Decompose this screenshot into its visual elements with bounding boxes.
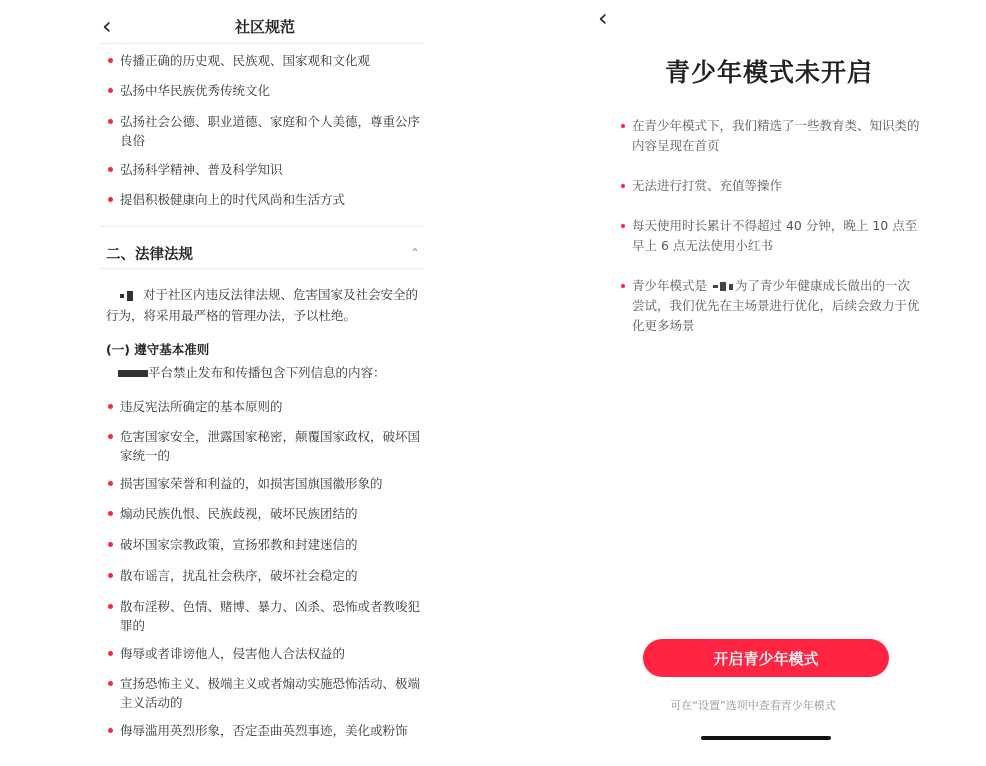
list-item: 侮辱滥用英烈形象，否定歪曲英烈事迹，美化或粉饰 [120,723,408,738]
teen-mode-pane [520,0,986,766]
subheading: (一) 遵守基本准则 [106,342,210,357]
settings-hint: 可在“设置”选项中查看青少年模式 [670,699,836,712]
list-item: 危害国家安全，泄露国家秘密，颠覆国家政权，破坏国家统一的 [120,429,421,463]
bullet-dot [621,124,625,128]
teen-mode-title: 青少年模式未开启 [665,58,874,87]
bullet-dot [108,404,113,409]
redacted-block [713,285,718,288]
bullet-dot [108,197,113,202]
back-chevron-icon[interactable]: ‹ [102,12,112,40]
bullet-dot [621,184,625,188]
platform-text: 平台禁止发布和传播包含下列信息的内容： [106,362,424,383]
bullet-dot [108,604,113,609]
list-item: 侮辱或者诽谤他人，侵害他人合法权益的 [120,646,346,661]
bullet-dot [108,119,113,124]
list-item: 每天使用时长累计不得超过 40 分钟，晚上 10 点至早上 6 点无法使用小红书 [632,218,918,253]
list-item: 煽动民族仇恨、民族歧视，破坏民族团结的 [120,506,358,521]
list-item: 提倡积极健康向上的时代风尚和生活方式 [120,192,346,207]
bullet-dot [108,434,113,439]
redacted-block [729,284,733,290]
page-title: 社区规范 [234,18,295,36]
bullet-dot [108,88,113,93]
bullet-dot [108,651,113,656]
redacted-block [127,291,133,301]
bullet-dot [108,681,113,686]
list-item: 弘扬中华民族优秀传统文化 [120,83,271,98]
home-indicator [701,736,831,740]
back-chevron-icon[interactable]: ‹ [598,4,608,32]
bullet-dot [621,224,625,228]
teen-mode-info-item: 青少年模式是 为了青少年健康成长做出的一次尝试，我们优先在主场景进行优化，后续会致力于优化更多场景 [632,278,920,333]
list-item: 弘扬科学精神、普及科学知识 [120,162,283,177]
header-divider [100,43,425,44]
redacted-block [720,282,726,291]
list-item: 散布谣言，扰乱社会秩序，破坏社会稳定的 [120,568,358,583]
section-title: 二、法律法规 [106,247,193,263]
bullet-dot [621,284,625,288]
bullet-dot [108,542,113,547]
bullet-dot [108,58,113,63]
enable-teen-mode-button[interactable]: 开启青少年模式 [643,639,889,677]
list-item: 无法进行打赏、充值等操作 [632,178,783,193]
list-item: 违反宪法所确定的基本原则的 [120,399,283,414]
redacted-block [120,294,124,298]
list-item: 损害国家荣誉和利益的，如损害国旗国徽形象的 [120,476,383,491]
list-item: 在青少年模式下，我们精选了一些教育类、知识类的内容呈现在首页 [632,118,920,153]
list-item: 弘扬社会公德、职业道德、家庭和个人美德，尊重公序良俗 [120,114,421,148]
bullet-dot [108,481,113,486]
section-divider [100,226,425,227]
list-item: 宣扬恐怖主义、极端主义或者煽动实施恐怖活动、极端主义活动的 [120,676,421,710]
bullet-dot [108,573,113,578]
redacted-block [118,370,148,377]
bullet-dot [108,167,113,172]
bullet-dot [108,728,113,733]
list-item: 传播正确的历史观、民族观、国家观和文化观 [120,53,371,68]
section-intro: 对于社区内违反法律法规、危害国家及社会安全的行为，将采用最严格的管理办法，予以杜绝。 [106,287,419,323]
list-item: 破坏国家宗教政策，宣扬邪教和封建迷信的 [120,537,358,552]
section-divider-2 [100,268,425,269]
collapse-chevron-icon[interactable]: ⌃ [410,246,421,260]
list-item: 散布淫秽、色情、赌博、暴力、凶杀、恐怖或者教唆犯罪的 [120,599,421,633]
bullet-dot [108,511,113,516]
